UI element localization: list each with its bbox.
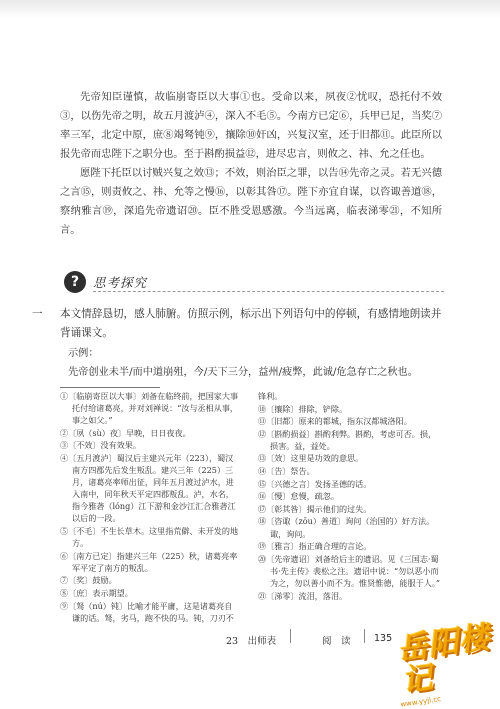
footer-divider (290, 629, 291, 643)
dashed-divider (93, 291, 444, 292)
footnote: ⑪〔旧都〕原来的都城，指东汉都城洛阳。 (258, 416, 412, 427)
main-text (60, 88, 442, 240)
question-mark-icon: ? (64, 271, 86, 293)
footnote: ②〔夙（sù）夜〕早晚，日日夜夜。 (60, 427, 191, 438)
section-header (60, 270, 444, 296)
footnote: ⑩〔攘除〕排除，铲除。 (258, 403, 348, 414)
watermark-url: www.yyjl.cc (399, 695, 442, 709)
paragraph: 愿陛下托臣以讨贼兴复之效⑬；不效，则治臣之罪，以告⑭先帝之灵。若无兴德之言⑮，则责攸之、祎、允等之慢⑯，以彰其咎⑰。陛下亦宜自谋，以咨诹善道⑱，察纳雅言⑲，深追先帝遗诏⑳。臣不胜受恩感激。今当远离，临表涕零㉑，不知所言。 (60, 167, 442, 236)
exercise-example (68, 345, 428, 382)
footnote: ①〔临崩寄臣以大事〕刘备在临终前，把国家大事托付给诸葛亮，并对刘禅说：“汝与丞相从事，事之如父。” (60, 391, 239, 426)
footnote: ⑬〔效〕这里是功效的意思。 (258, 453, 364, 464)
footnote: ④〔五月渡泸〕蜀汉后主建兴元年（223），蜀汉南方四郡先后发生叛乱。建兴三年（225）三月，诸葛亮率师出征，同年五月渡过泸水，进入南中，同年秋天平定四郡叛乱。泸，水名，指今雅砻（lóng）江下游和金沙江汇合雅砻江以后的一段。 (60, 452, 236, 524)
exercise-question (32, 305, 442, 342)
footnote-divider (60, 387, 160, 388)
example-label: 示例： (68, 348, 99, 359)
footnote: ⑭〔告〕祭告。 (258, 466, 315, 477)
footer-divider (364, 629, 365, 643)
site-watermark-logo (395, 620, 496, 709)
footnote: ⑦〔奖〕鼓励。 (60, 575, 117, 586)
footnote: ⑲〔雅言〕指正确合理的言论。 (258, 541, 372, 552)
footnote: ⑰〔彰其咎〕揭示他们的过失。 (258, 503, 372, 514)
footnote: ㉑〔涕零〕流泪，落泪。 (258, 590, 348, 601)
question-prompt: 本文情辞恳切，感人肺腑。仿照示例，标示出下列语句中的停顿，有感情地朗读并背诵课文。 (60, 308, 442, 339)
question-number: 一 (32, 308, 43, 320)
top-scan-shadow (0, 0, 500, 18)
footnotes-right-column (258, 390, 444, 602)
footnote: ⑥〔南方已定〕指建兴三年（225）秋，诸葛亮率军平定了南方的叛乱。 (60, 550, 238, 573)
section-title: 思考探究 (93, 275, 148, 290)
footnote: ⑮〔兴德之言〕发扬圣德的话。 (258, 478, 372, 489)
footnote: ⑨〔驽（nú）钝〕比喻才能平庸，这是诸葛亮自谦的话。驽，劣马，跑不快的马。钝，刀刃不 (60, 600, 234, 623)
example-text: 先帝创业未半/而中道崩殂，今/天下三分，益州/疲弊，此诚/危急存亡之秋也。 (68, 366, 418, 378)
footnotes-left-column (60, 390, 240, 624)
footnote: ③〔不效〕没有效果。 (60, 440, 141, 451)
paragraph: 先帝知臣谨慎，故临崩寄臣以大事①也。受命以来，夙夜②忧叹，恐托付不效③，以伤先帝之明，故五月渡泸④，深入不毛⑤。今南方已定⑥，兵甲已足，当奖⑦率三军，北定中原，庶⑧竭驽钝⑨，攘除⑩奸凶，兴复汉室，还于旧都⑪。此臣所以报先帝而忠陛下之职分也。至于斟酌损益⑫，进尽忠言，则攸之、祎、允之任也。 (60, 91, 442, 160)
footnote: ⑫〔斟酌损益〕斟酌利弊。斟酌，考虑可否。损，损害。益，益处。 (258, 428, 437, 451)
footer-section-label: 阅 读 (322, 636, 351, 647)
footnote-continuation: 锋利。 (258, 391, 283, 401)
watermark-text: 岳阳楼记 (395, 620, 493, 700)
footer-lesson-title: 23 出师表 (226, 636, 277, 647)
footnote: ⑤〔不毛〕不生长草木。这里指荒僻、未开发的地方。 (60, 526, 239, 549)
footnote: ⑱〔咨诹（zōu）善道〕询问（治国的）好方法。诹，询问。 (258, 516, 435, 539)
footnote: ⑧〔庶〕表示期望。 (60, 588, 133, 598)
page-number: 135 (374, 633, 393, 644)
footnote: ⑯〔慢〕怠慢，疏忽。 (258, 491, 339, 502)
footnote: ⑳〔先帝遗诏〕刘备给后主的遗诏。见《三国志·蜀书·先主传》裴松之注。遗诏中说：“勿以恶小而为之，勿以善小而不为。惟贤惟德，能服于人。” (258, 553, 441, 588)
